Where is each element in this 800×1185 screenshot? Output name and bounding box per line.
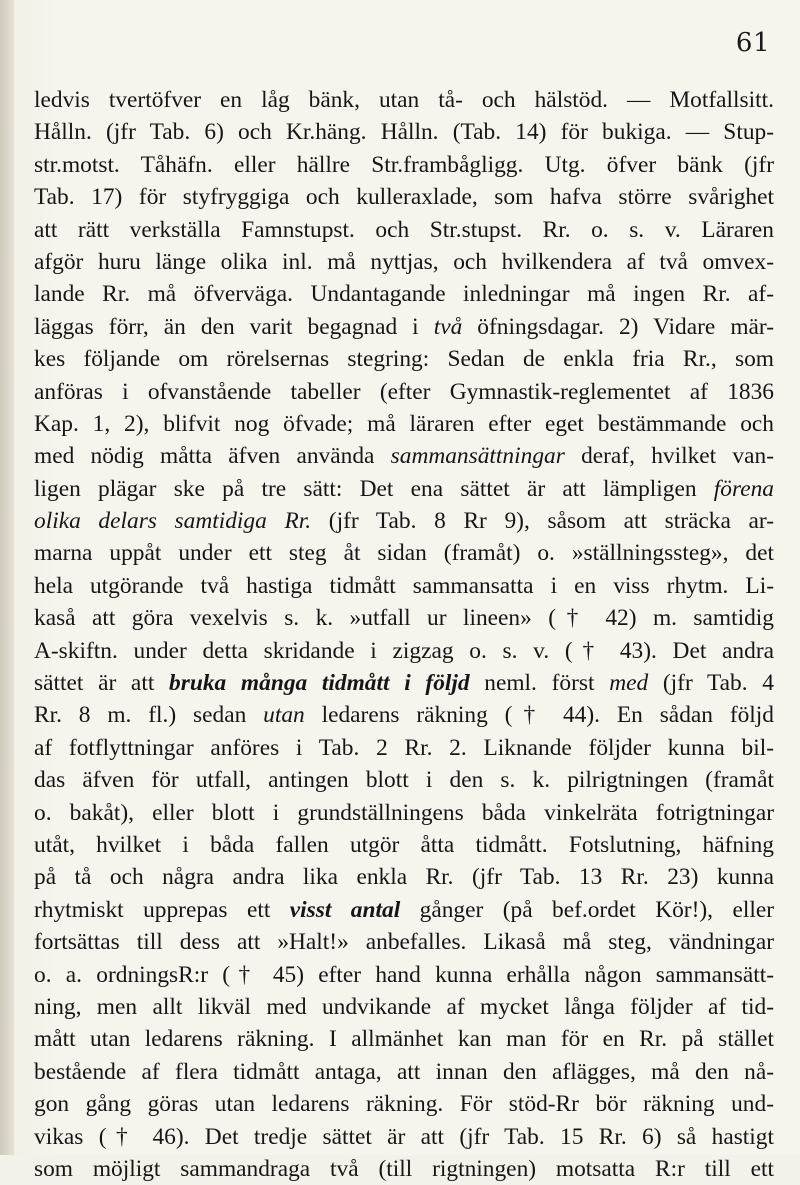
text-line: mått utan ledarens räkning. I allmänhet kan man för en Rr. på stället	[34, 1026, 774, 1053]
text-line: hela utgörande två hastiga tidmått sammansatta i en viss rhytm. Li-	[34, 572, 774, 599]
text-run: läggas förr, än den varit begagnad i	[34, 313, 434, 340]
text-run: med nödig måtta äfven använda	[34, 443, 391, 470]
text-line: af fotflyttningar anföres i Tab. 2 Rr. 2. Liknande följder kunna bil-	[34, 734, 774, 761]
text-line: o. bakåt), eller blott i grundställningens båda vinkelräta fotrigtningar	[34, 799, 774, 826]
text-run: rhytmiskt upprepas ett	[34, 896, 290, 923]
text-line: o. a. ordningsR:r († 45) efter hand kunna erhålla någon sammansätt-	[34, 961, 774, 988]
text-line: att rätt verkställa Famnstupst. och Str.stupst. Rr. o. s. v. Läraren	[34, 216, 774, 243]
text-line: fortsättas till dess att »Halt!» anbefalles. Likaså må steg, vändningar	[34, 929, 774, 956]
text-line	[34, 505, 774, 537]
text-line: på tå och några andra lika enkla Rr. (jfr Tab. 13 Rr. 23) kunna	[34, 864, 774, 891]
text-line: Hålln. (jfr Tab. 6) och Kr.häng. Hålln. (Tab. 14) för bukiga. — Stup-	[34, 119, 774, 146]
text-line	[34, 473, 774, 505]
text-run: öfningsdagar. 2) Vidare mär-	[462, 313, 774, 340]
text-line: das äfven för utfall, antingen blott i den s. k. pilrigtningen (framåt	[34, 767, 774, 794]
page-number: 61	[735, 28, 770, 58]
text-line: A-skiftn. under detta skridande i zigzag o. s. v. († 43). Det andra	[34, 637, 774, 664]
text-line	[34, 667, 774, 699]
text-line: gon gång göras utan ledarens räkning. För stöd-Rr bör räkning und-	[34, 1091, 774, 1118]
text-run: sättet är att	[34, 670, 170, 697]
emphasized-text: två	[433, 313, 463, 340]
page-binding-edge	[0, 0, 14, 1155]
emphasized-text: sammansättningar	[390, 443, 565, 470]
text-line: anföras i ofvanstående tabeller (efter Gymnastik-reglementet af 1836	[34, 378, 774, 405]
text-run: Rr. 8 m. fl.) sedan	[34, 702, 264, 729]
text-line	[34, 440, 774, 472]
text-line: Kap. 1, 2), blifvit nog öfvade; må läraren efter eget bestämmande och	[34, 410, 774, 437]
text-line	[34, 699, 774, 731]
text-line: afgör huru länge olika inl. må nyttjas, och hvilkendera af två omvex-	[34, 248, 774, 275]
body-text	[34, 84, 774, 1185]
text-run: (jfr Tab. 8 Rr 9), såsom att sträcka ar-	[311, 508, 774, 535]
emphasized-text: olika delars samtidiga Rr.	[34, 508, 312, 535]
text-line: str.motst. Tåhäfn. eller hällre Str.frambågligg. Utg. öfver bänk (jfr	[34, 151, 774, 178]
text-line: kes följande om rörelsernas stegring: Sedan de enkla fria Rr., som	[34, 346, 774, 373]
text-run: deraf, hvilket van-	[564, 443, 774, 470]
text-line	[34, 894, 774, 926]
text-line	[34, 311, 774, 343]
text-run: gånger (på bef.ordet Kör!), eller	[400, 896, 774, 923]
emphasized-text: förena	[713, 475, 774, 502]
text-run: ligen plägar ske på tre sätt: Det ena sättet är att lämpligen	[34, 475, 714, 502]
text-run: ledarens räkning († 44). En sådan följd	[304, 702, 774, 729]
text-line: vikas († 46). Det tredje sättet är att (jfr Tab. 15 Rr. 6) så hastigt	[34, 1123, 774, 1150]
text-line: bestående af flera tidmått antaga, att innan den aflägges, må den nå-	[34, 1058, 774, 1085]
text-line: som möjligt sammandraga två (till rigtningen) motsatta R:r till ett	[34, 1155, 774, 1182]
emphasized-text: bruka många tidmått i följd	[169, 670, 470, 697]
text-line: lande Rr. må öfverväga. Undantagande inledningar må ingen Rr. af-	[34, 281, 774, 308]
emphasized-text: med	[609, 670, 649, 697]
text-line: ledvis tvertöfver en låg bänk, utan tå- och hälstöd. — Motfallsitt.	[34, 87, 774, 113]
text-line: marna uppåt under ett steg åt sidan (framåt) o. »ställningssteg», det	[34, 540, 774, 567]
emphasized-text: utan	[263, 702, 305, 729]
text-line: Tab. 17) för styfryggiga och kulleraxlade, som hafva större svårighet	[34, 184, 774, 211]
emphasized-text: visst antal	[289, 896, 401, 923]
text-run: (jfr Tab. 4	[648, 670, 774, 697]
text-line: kaså att göra vexelvis s. k. »utfall ur lineen» († 42) m. samtidig	[34, 605, 774, 632]
text-line: utåt, hvilket i båda fallen utgör åtta tidmått. Fotslutning, häfning	[34, 831, 774, 858]
text-run: neml. först	[469, 670, 610, 697]
text-line: ning, men allt likväl med undvikande af mycket långa följder af tid-	[34, 993, 774, 1020]
